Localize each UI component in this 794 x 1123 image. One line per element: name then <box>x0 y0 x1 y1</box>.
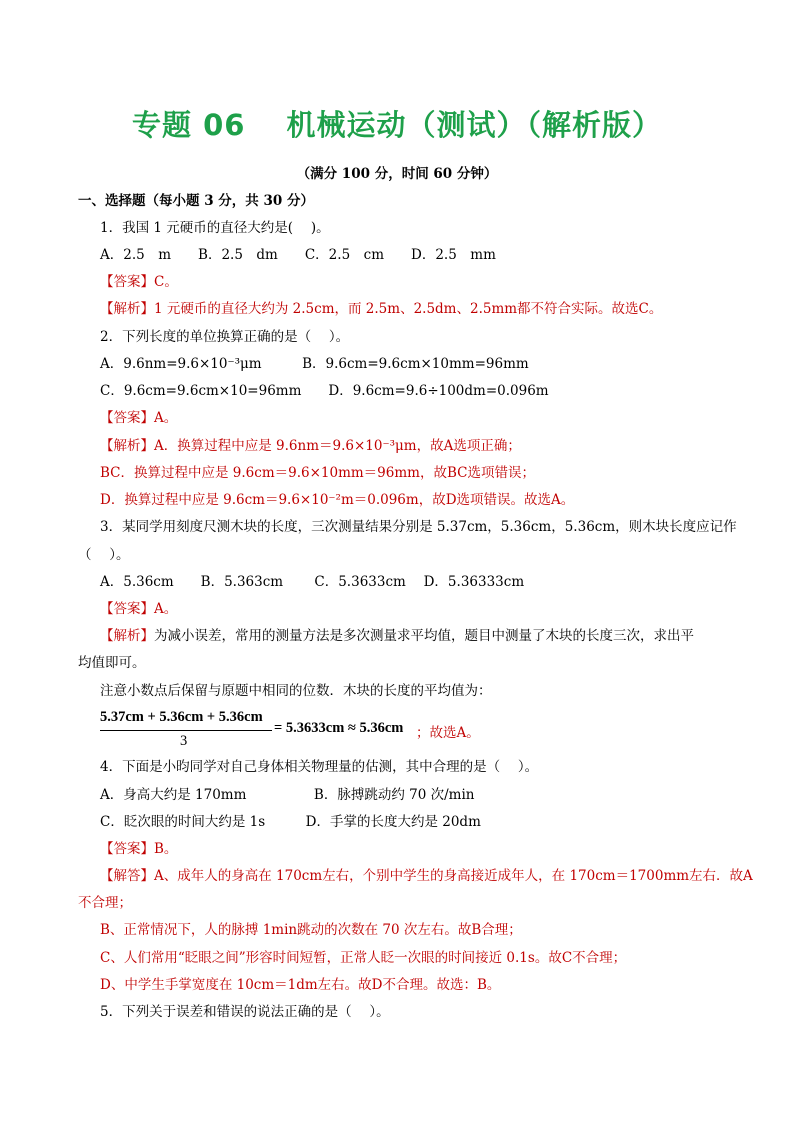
answer-label: 【答案】 <box>100 841 154 857</box>
question-4-solution-3: B、正常情况下，人的脉搏 1min跳动的次数在 70 次左右。故B合理； <box>100 922 522 938</box>
section-heading: 一、选择题（每小题 3 分，共 30 分） <box>78 193 314 209</box>
analysis-label: 【解析】 <box>100 438 154 454</box>
analysis-label: 【解析】 <box>100 301 154 317</box>
answer-value: B。 <box>154 841 178 857</box>
answer-label: 【答案】 <box>100 274 154 290</box>
answer-value: A。 <box>154 410 178 426</box>
formula-result: = 5.3633cm ≈ 5.36cm <box>274 720 404 736</box>
question-4-stem: 4．下面是小昀同学对自己身体相关物理量的估测，其中合理的是（ ）。 <box>100 759 539 775</box>
question-2-options-row-2: C．9.6cm=9.6cm×10=96mm D．9.6cm=9.6÷100dm=0.096m <box>100 383 549 399</box>
solution-text: A、成年人的身高在 170cm左右，个别中学生的身高接近成年人，在 170cm＝1700mm左右．故A <box>154 868 753 884</box>
analysis-text: 为减小误差，常用的测量方法是多次测量求平均值，题目中测量了木块的长度三次，求出平 <box>154 628 694 644</box>
analysis-text: A．换算过程中应是 9.6nm＝9.6×10⁻³μm，故A选项正确； <box>154 438 521 454</box>
question-2-analysis-3: D．换算过程中应是 9.6cm＝9.6×10⁻²m＝0.096m，故D选项错误。故选A。 <box>100 492 575 508</box>
page-subtitle: （满分 100 分，时间 60 分钟） <box>296 166 498 182</box>
question-3-options: A．5.36cm B．5.363cm C．5.3633cm D．5.36333cm <box>100 574 525 590</box>
answer-value: C。 <box>154 274 178 290</box>
question-2-answer <box>100 409 177 427</box>
question-2-options-row-1: A．9.6nm=9.6×10⁻³μm B．9.6cm=9.6cm×10mm=96mm <box>100 356 529 372</box>
answer-label: 【答案】 <box>100 601 154 617</box>
question-3-note: 注意小数点后保留与原题中相同的位数．木块的长度的平均值为： <box>100 683 492 699</box>
question-2-stem: 2．下列长度的单位换算正确的是（ ）。 <box>100 329 350 345</box>
question-4-options-row-1: A．身高大约是 170mm B．脉搏跳动约 70 次/min <box>100 787 475 803</box>
question-3-analysis-1 <box>100 627 694 645</box>
question-3-answer <box>100 600 177 618</box>
question-4-solution-4: C、人们常用“眨眼之间”形容时间短暂，正常人眨一次眼的时间接近 0.1s。故C不合理； <box>100 950 627 966</box>
question-4-answer <box>100 840 177 858</box>
answer-label: 【答案】 <box>100 410 154 426</box>
question-2-analysis-2: BC．换算过程中应是 9.6cm＝9.6×10mm＝96mm，故BC选项错误； <box>100 465 535 481</box>
question-3-analysis-2: 均值即可。 <box>78 655 146 671</box>
question-4-options-row-2: C．眨次眼的时间大约是 1s D．手掌的长度大约是 20dm <box>100 814 481 830</box>
answer-value: A。 <box>154 601 178 617</box>
analysis-text: 1 元硬币的直径大约为 2.5cm，而 2.5m、2.5dm、2.5mm都不符合实际。故选C。 <box>154 301 663 317</box>
formula-numerator: 5.37cm + 5.36cm + 5.36cm <box>100 709 263 725</box>
question-5-stem: 5．下列关于误差和错误的说法正确的是（ ）。 <box>100 1004 390 1020</box>
question-1-stem: 1．我国 1 元硬币的直径大约是( )。 <box>100 220 330 236</box>
formula-denominator: 3 <box>180 733 188 749</box>
question-1-options: A．2.5 m B．2.5 dm C．2.5 cm D．2.5 mm <box>100 247 496 263</box>
formula-conclusion: ；故选A。 <box>416 725 480 741</box>
question-1-analysis <box>100 300 662 318</box>
question-1-answer <box>100 273 178 291</box>
solution-label: 【解答】 <box>100 868 154 884</box>
fraction-bar <box>100 730 272 731</box>
analysis-label: 【解析】 <box>100 628 154 644</box>
question-2-analysis-1 <box>100 437 521 455</box>
page-title: 专题 06 机械运动（测试）（解析版） <box>131 108 663 142</box>
question-4-solution-5: D、中学生手掌宽度在 10cm＝1dm左右。故D不合理。故选：B。 <box>100 977 501 993</box>
question-4-solution-2: 不合理； <box>78 895 132 911</box>
question-4-solution-1 <box>100 867 753 885</box>
question-3-stem-line-1: 3．某同学用刻度尺测木块的长度，三次测量结果分别是 5.37cm，5.36cm，5.36cm，则木块长度应记作 <box>100 519 737 535</box>
question-3-stem-line-2: （ ）。 <box>78 547 130 563</box>
